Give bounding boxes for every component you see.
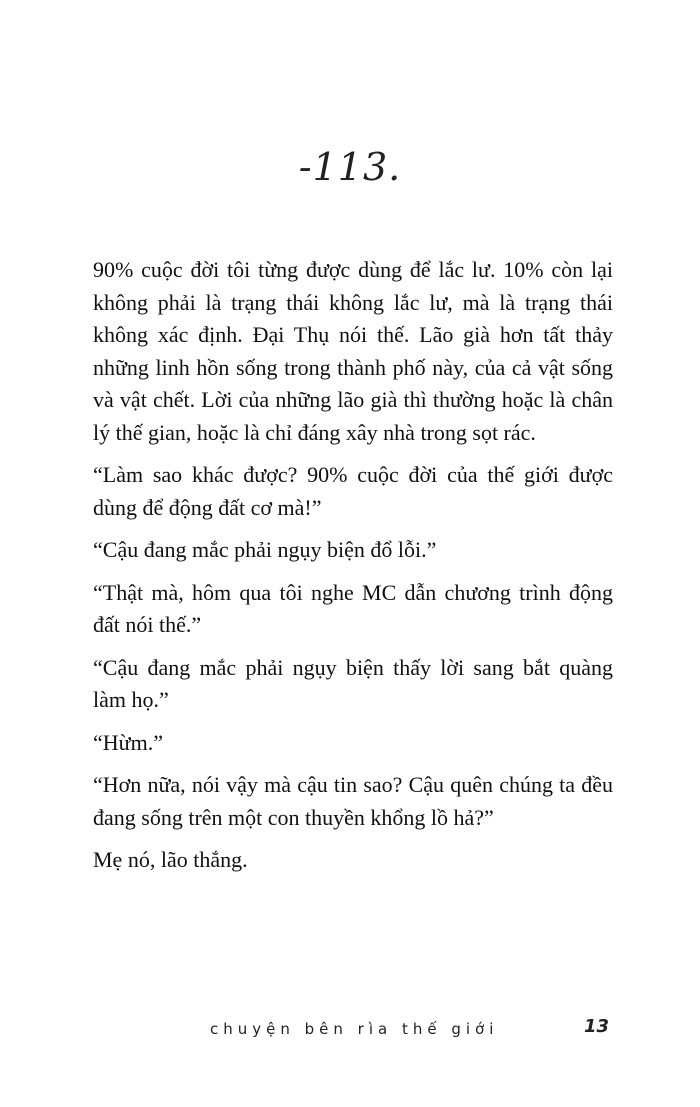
dialogue-line: “Hừm.” (93, 729, 163, 755)
dialogue-line: “Hơn nữa, nói vậy mà cậu tin sao? Cậu quên chúng ta đều đang sống trên một con thuyền khổng lồ hả?” (93, 772, 613, 830)
dialogue-line: “Cậu đang mắc phải ngụy biện đổ lỗi.” (93, 537, 437, 562)
dialogue-line: “Thật mà, hôm qua tôi nghe MC dẫn chương trình động đất nói thế.” (93, 579, 613, 637)
dialogue-line: “Làm sao khác được? 90% cuộc đời của thế giới được dùng để động đất cơ mà!” (93, 462, 613, 520)
chapter-number: -113. (298, 145, 402, 189)
paragraph: 90% cuộc đời tôi từng được dùng để lắc lư. 10% còn lại không phải là trạng thái không lắc lư, mà là trạng thái không xác định. Đại Thụ nói thế. Lão già hơn tất thảy những linh hồn sống trong thành phố này, của cả vật sống và vật chết. Lời của những lão già thì thường hoặc là chân lý thế gian, hoặc là chỉ đáng xây nhà trong sọt rác. (93, 257, 613, 445)
dialogue-line: “Cậu đang mắc phải ngụy biện thấy lời sang bắt quàng làm họ.” (93, 654, 613, 712)
paragraph: Mẹ nó, lão thắng. (93, 847, 248, 872)
page-number: 13 (584, 1016, 610, 1037)
body-text (93, 254, 613, 887)
running-footer-book-title: chuyện bên rìa thế giới (210, 1020, 499, 1038)
